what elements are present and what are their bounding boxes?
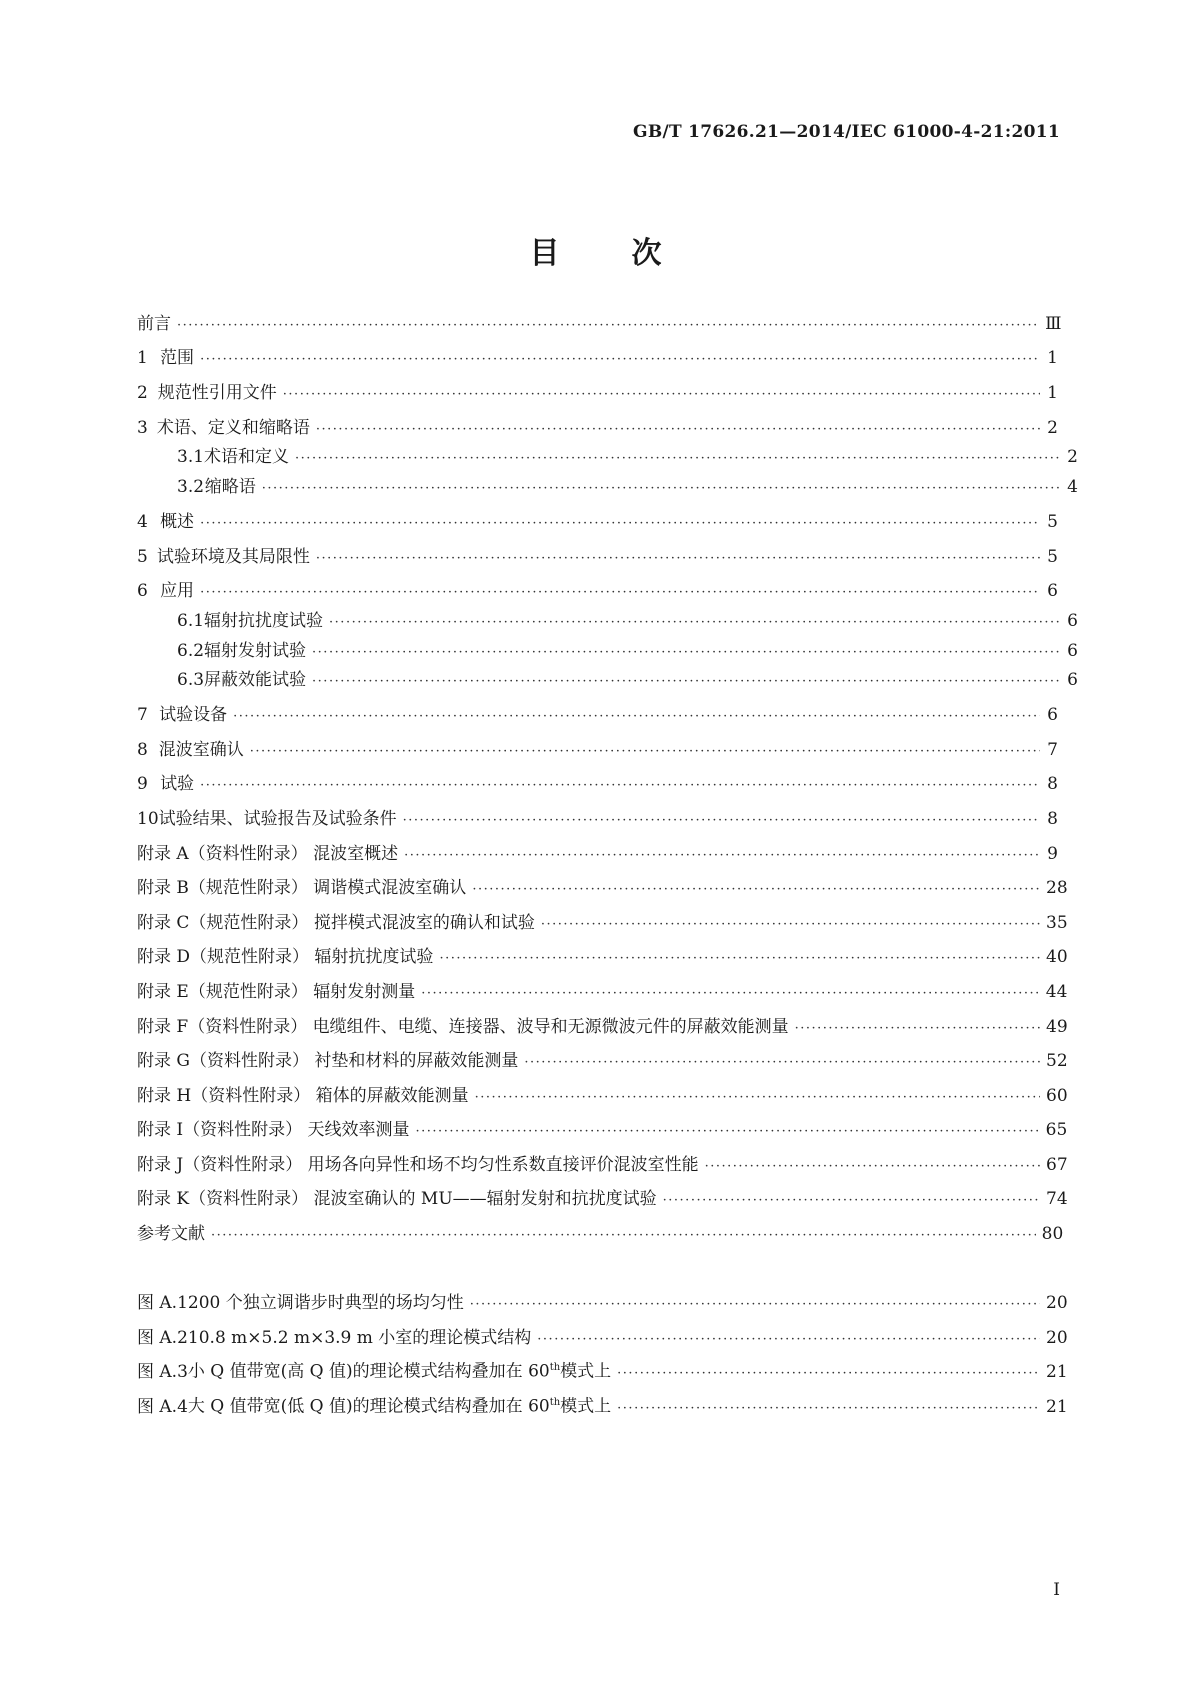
- figure-entry-a1[interactable]: [137, 1291, 1068, 1315]
- toc-entry-6-3[interactable]: [157, 668, 1078, 692]
- leader-dots: [177, 316, 1039, 336]
- toc-entry-page: 35: [1046, 913, 1068, 933]
- toc-entry-appendix-a[interactable]: [137, 842, 1058, 866]
- toc-entry-text: 概述: [160, 512, 195, 532]
- figure-entry-a4[interactable]: [137, 1395, 1068, 1419]
- toc-entry-page: 74: [1046, 1189, 1068, 1209]
- toc-entry-text: 术语和定义: [204, 447, 290, 467]
- toc-entry-text: 缩略语: [204, 477, 256, 497]
- toc-entry-text: 附录 A（资料性附录） 混波室概述: [137, 844, 399, 864]
- toc-entry-references[interactable]: [137, 1222, 1064, 1246]
- toc-entry-number: 6.3: [177, 670, 205, 690]
- toc-entry-7[interactable]: [137, 703, 1058, 727]
- toc-entry-text: 附录 I（资料性附录） 天线效率测量: [137, 1120, 410, 1140]
- toc-entry-text: 附录 K（资料性附录） 混波室确认的 MU——辐射发射和抗扰度试验: [137, 1189, 657, 1209]
- leader-dots: [211, 1226, 1036, 1246]
- figure-text: 大 Q 值带宽(低 Q 值)的理论模式结构叠加在 60th模式上: [187, 1397, 612, 1417]
- toc-entry-appendix-e[interactable]: [137, 980, 1068, 1004]
- toc-entry-text: 附录 E（规范性附录） 辐射发射测量: [137, 982, 416, 1002]
- toc-entry-text: 试验设备: [159, 705, 228, 725]
- toc-entry-page: 4: [1067, 477, 1078, 497]
- figure-text: 小 Q 值带宽(高 Q 值)的理论模式结构叠加在 60th模式上: [187, 1362, 612, 1382]
- toc-entry-3-2[interactable]: [157, 475, 1078, 499]
- figure-number: 图 A.1: [137, 1293, 188, 1313]
- leader-dots: [250, 742, 1040, 762]
- toc-entry-text: 附录 F（资料性附录） 电缆组件、电缆、连接器、波导和无源微波元件的屏蔽效能测量: [137, 1017, 789, 1037]
- toc-entry-page: 67: [1046, 1155, 1068, 1175]
- toc-entry-number: 10: [137, 809, 159, 829]
- toc-entry-text: 参考文献: [137, 1224, 205, 1244]
- toc-entry-text: 附录 H（资料性附录） 箱体的屏蔽效能测量: [137, 1086, 469, 1106]
- toc-entry-appendix-d[interactable]: [137, 945, 1068, 969]
- leader-dots: [295, 449, 1060, 469]
- leader-dots: [617, 1364, 1040, 1384]
- toc-entry-1[interactable]: [137, 346, 1058, 370]
- toc-entry-page: 40: [1046, 947, 1068, 967]
- toc-entry-text: 术语、定义和缩略语: [156, 418, 310, 438]
- toc-title: [0, 228, 1191, 272]
- toc-entry-text: 辐射抗扰度试验: [204, 611, 324, 631]
- toc-entry-page: 6: [1047, 705, 1058, 725]
- toc-entry-appendix-h[interactable]: [137, 1084, 1068, 1108]
- toc-entry-page: 5: [1047, 512, 1058, 532]
- leader-dots: [439, 949, 1040, 969]
- toc-entry-text: 规范性引用文件: [157, 383, 277, 403]
- leader-dots: [262, 479, 1060, 499]
- toc-entry-number: 6: [137, 581, 148, 601]
- page-number: I: [1053, 1580, 1060, 1600]
- figure-entry-a2[interactable]: [137, 1326, 1068, 1350]
- toc-entry-text: 试验环境及其局限性: [156, 547, 310, 567]
- leader-dots: [475, 1088, 1040, 1108]
- toc-entry-appendix-g[interactable]: [137, 1049, 1068, 1073]
- toc-entry-number: 6.2: [177, 641, 205, 661]
- toc-title-char-1: 目: [529, 236, 560, 271]
- toc-entry-4[interactable]: [137, 510, 1058, 534]
- toc-entry-text: 附录 B（规范性附录） 调谐模式混波室确认: [137, 878, 467, 898]
- leader-dots: [472, 880, 1040, 900]
- leader-dots: [316, 549, 1040, 569]
- toc-entry-page: 6: [1067, 611, 1078, 631]
- toc-entry-appendix-f[interactable]: [137, 1015, 1068, 1039]
- toc-entry-text: 试验结果、试验报告及试验条件: [158, 809, 397, 829]
- toc-entry-3[interactable]: [137, 416, 1058, 440]
- toc-entry-6[interactable]: [137, 579, 1058, 603]
- toc-entry-number: 2: [137, 383, 148, 403]
- toc-entry-appendix-k[interactable]: [137, 1187, 1068, 1211]
- toc-entry-number: 6.1: [177, 611, 205, 631]
- toc-entry-appendix-b[interactable]: [137, 876, 1068, 900]
- toc-entry-text: 范围: [160, 348, 195, 368]
- toc-entry-page: 44: [1045, 982, 1068, 1002]
- leader-dots: [470, 1295, 1040, 1315]
- toc-entry-appendix-j[interactable]: [137, 1153, 1068, 1177]
- leader-dots: [541, 915, 1040, 935]
- toc-entry-page: 7: [1047, 740, 1058, 760]
- toc-entry-page: 1: [1047, 348, 1058, 368]
- toc-entry-page: 28: [1046, 878, 1068, 898]
- toc-entry-page: 65: [1045, 1120, 1068, 1140]
- toc-entry-text: 附录 J（资料性附录） 用场各向异性和场不均匀性系数直接评价混波室性能: [137, 1155, 699, 1175]
- figure-page: 21: [1046, 1362, 1068, 1382]
- figure-page: 20: [1046, 1293, 1068, 1313]
- toc-entry-9[interactable]: [137, 772, 1058, 796]
- toc-entry-page: 49: [1046, 1017, 1068, 1037]
- toc-entry-number: 4: [137, 512, 148, 532]
- toc-entry-page: 9: [1047, 844, 1058, 864]
- leader-dots: [233, 707, 1040, 727]
- leader-dots: [403, 811, 1040, 831]
- leader-dots: [200, 514, 1040, 534]
- figure-page: 21: [1046, 1397, 1068, 1417]
- toc-entry-text: 试验: [160, 774, 195, 794]
- toc-entry-page: 6: [1067, 641, 1078, 661]
- leader-dots: [312, 643, 1060, 663]
- toc-entry-page: 52: [1046, 1051, 1068, 1071]
- leader-dots: [200, 583, 1040, 603]
- toc-entry-6-2[interactable]: [157, 639, 1078, 663]
- toc-entry-page: 2: [1067, 447, 1078, 467]
- figure-text: 200 个独立调谐步时典型的场均匀性: [187, 1293, 464, 1313]
- leader-dots: [200, 350, 1040, 370]
- toc-entry-text: 前言: [137, 314, 171, 334]
- leader-dots: [617, 1399, 1040, 1419]
- toc-entry-page: 8: [1047, 809, 1058, 829]
- figure-number: 图 A.4: [137, 1397, 188, 1417]
- leader-dots: [416, 1122, 1040, 1142]
- leader-dots: [524, 1053, 1040, 1073]
- toc-entry-text: 附录 D（规范性附录） 辐射抗扰度试验: [137, 947, 434, 967]
- toc-entry-page: 60: [1046, 1086, 1068, 1106]
- toc-entry-text: 屏蔽效能试验: [204, 670, 307, 690]
- leader-dots: [705, 1157, 1040, 1177]
- toc-entry-text: 混波室确认: [158, 740, 244, 760]
- leader-dots: [316, 420, 1040, 440]
- toc-entry-number: 3: [137, 418, 148, 438]
- toc-entry-6-1[interactable]: [157, 609, 1078, 633]
- toc-entry-number: 3.2: [177, 477, 205, 497]
- toc-entry-number: 7: [137, 705, 148, 725]
- figure-number: 图 A.3: [137, 1362, 188, 1382]
- figure-number: 图 A.2: [137, 1328, 188, 1348]
- toc-entry-page: 1: [1047, 383, 1058, 403]
- toc-entry-page: 8: [1047, 774, 1058, 794]
- leader-dots: [404, 846, 1040, 866]
- toc-entry-text: 附录 C（规范性附录） 搅拌模式混波室的确认和试验: [137, 913, 535, 933]
- toc-entry-5[interactable]: [137, 545, 1058, 569]
- toc-entry-appendix-c[interactable]: [137, 911, 1068, 935]
- toc-entry-number: 1: [137, 348, 148, 368]
- toc-entry-page: 6: [1067, 670, 1078, 690]
- leader-dots: [537, 1330, 1040, 1350]
- toc-entry-page: Ⅲ: [1045, 314, 1062, 334]
- toc-entry-number: 5: [137, 547, 148, 567]
- toc-entry-text: 应用: [160, 581, 195, 601]
- leader-dots: [421, 984, 1040, 1004]
- toc-entry-page: 5: [1047, 547, 1058, 567]
- toc-entry-number: 3.1: [177, 447, 205, 467]
- superscript: th: [549, 1397, 561, 1409]
- leader-dots: [200, 776, 1040, 796]
- standard-number-header: GB/T 17626.21—2014/IEC 61000-4-21:2011: [633, 122, 1060, 142]
- toc-entry-foreword[interactable]: [137, 312, 1062, 336]
- figure-entry-a3[interactable]: [137, 1360, 1068, 1384]
- toc-entry-page: 80: [1041, 1224, 1064, 1244]
- toc-entry-10[interactable]: [137, 807, 1058, 831]
- toc-entry-number: 9: [137, 774, 148, 794]
- toc-entry-page: 2: [1047, 418, 1058, 438]
- toc-entry-text: 附录 G（资料性附录） 衬垫和材料的屏蔽效能测量: [137, 1051, 519, 1071]
- leader-dots: [663, 1191, 1040, 1211]
- toc-entry-number: 8: [137, 740, 148, 760]
- figure-page: 20: [1046, 1328, 1068, 1348]
- superscript: th: [549, 1362, 561, 1374]
- toc-entry-text: 辐射发射试验: [204, 641, 307, 661]
- leader-dots: [329, 613, 1060, 633]
- leader-dots: [795, 1019, 1040, 1039]
- leader-dots: [312, 672, 1060, 692]
- toc-entry-2[interactable]: [137, 381, 1058, 405]
- toc-entry-page: 6: [1047, 581, 1058, 601]
- leader-dots: [283, 385, 1040, 405]
- toc-entry-8[interactable]: [137, 738, 1058, 762]
- toc-title-char-2: 次: [631, 236, 662, 271]
- toc-entry-appendix-i[interactable]: [137, 1118, 1068, 1142]
- toc-entry-3-1[interactable]: [157, 445, 1078, 469]
- figure-text: 10.8 m×5.2 m×3.9 m 小室的理论模式结构: [187, 1328, 532, 1348]
